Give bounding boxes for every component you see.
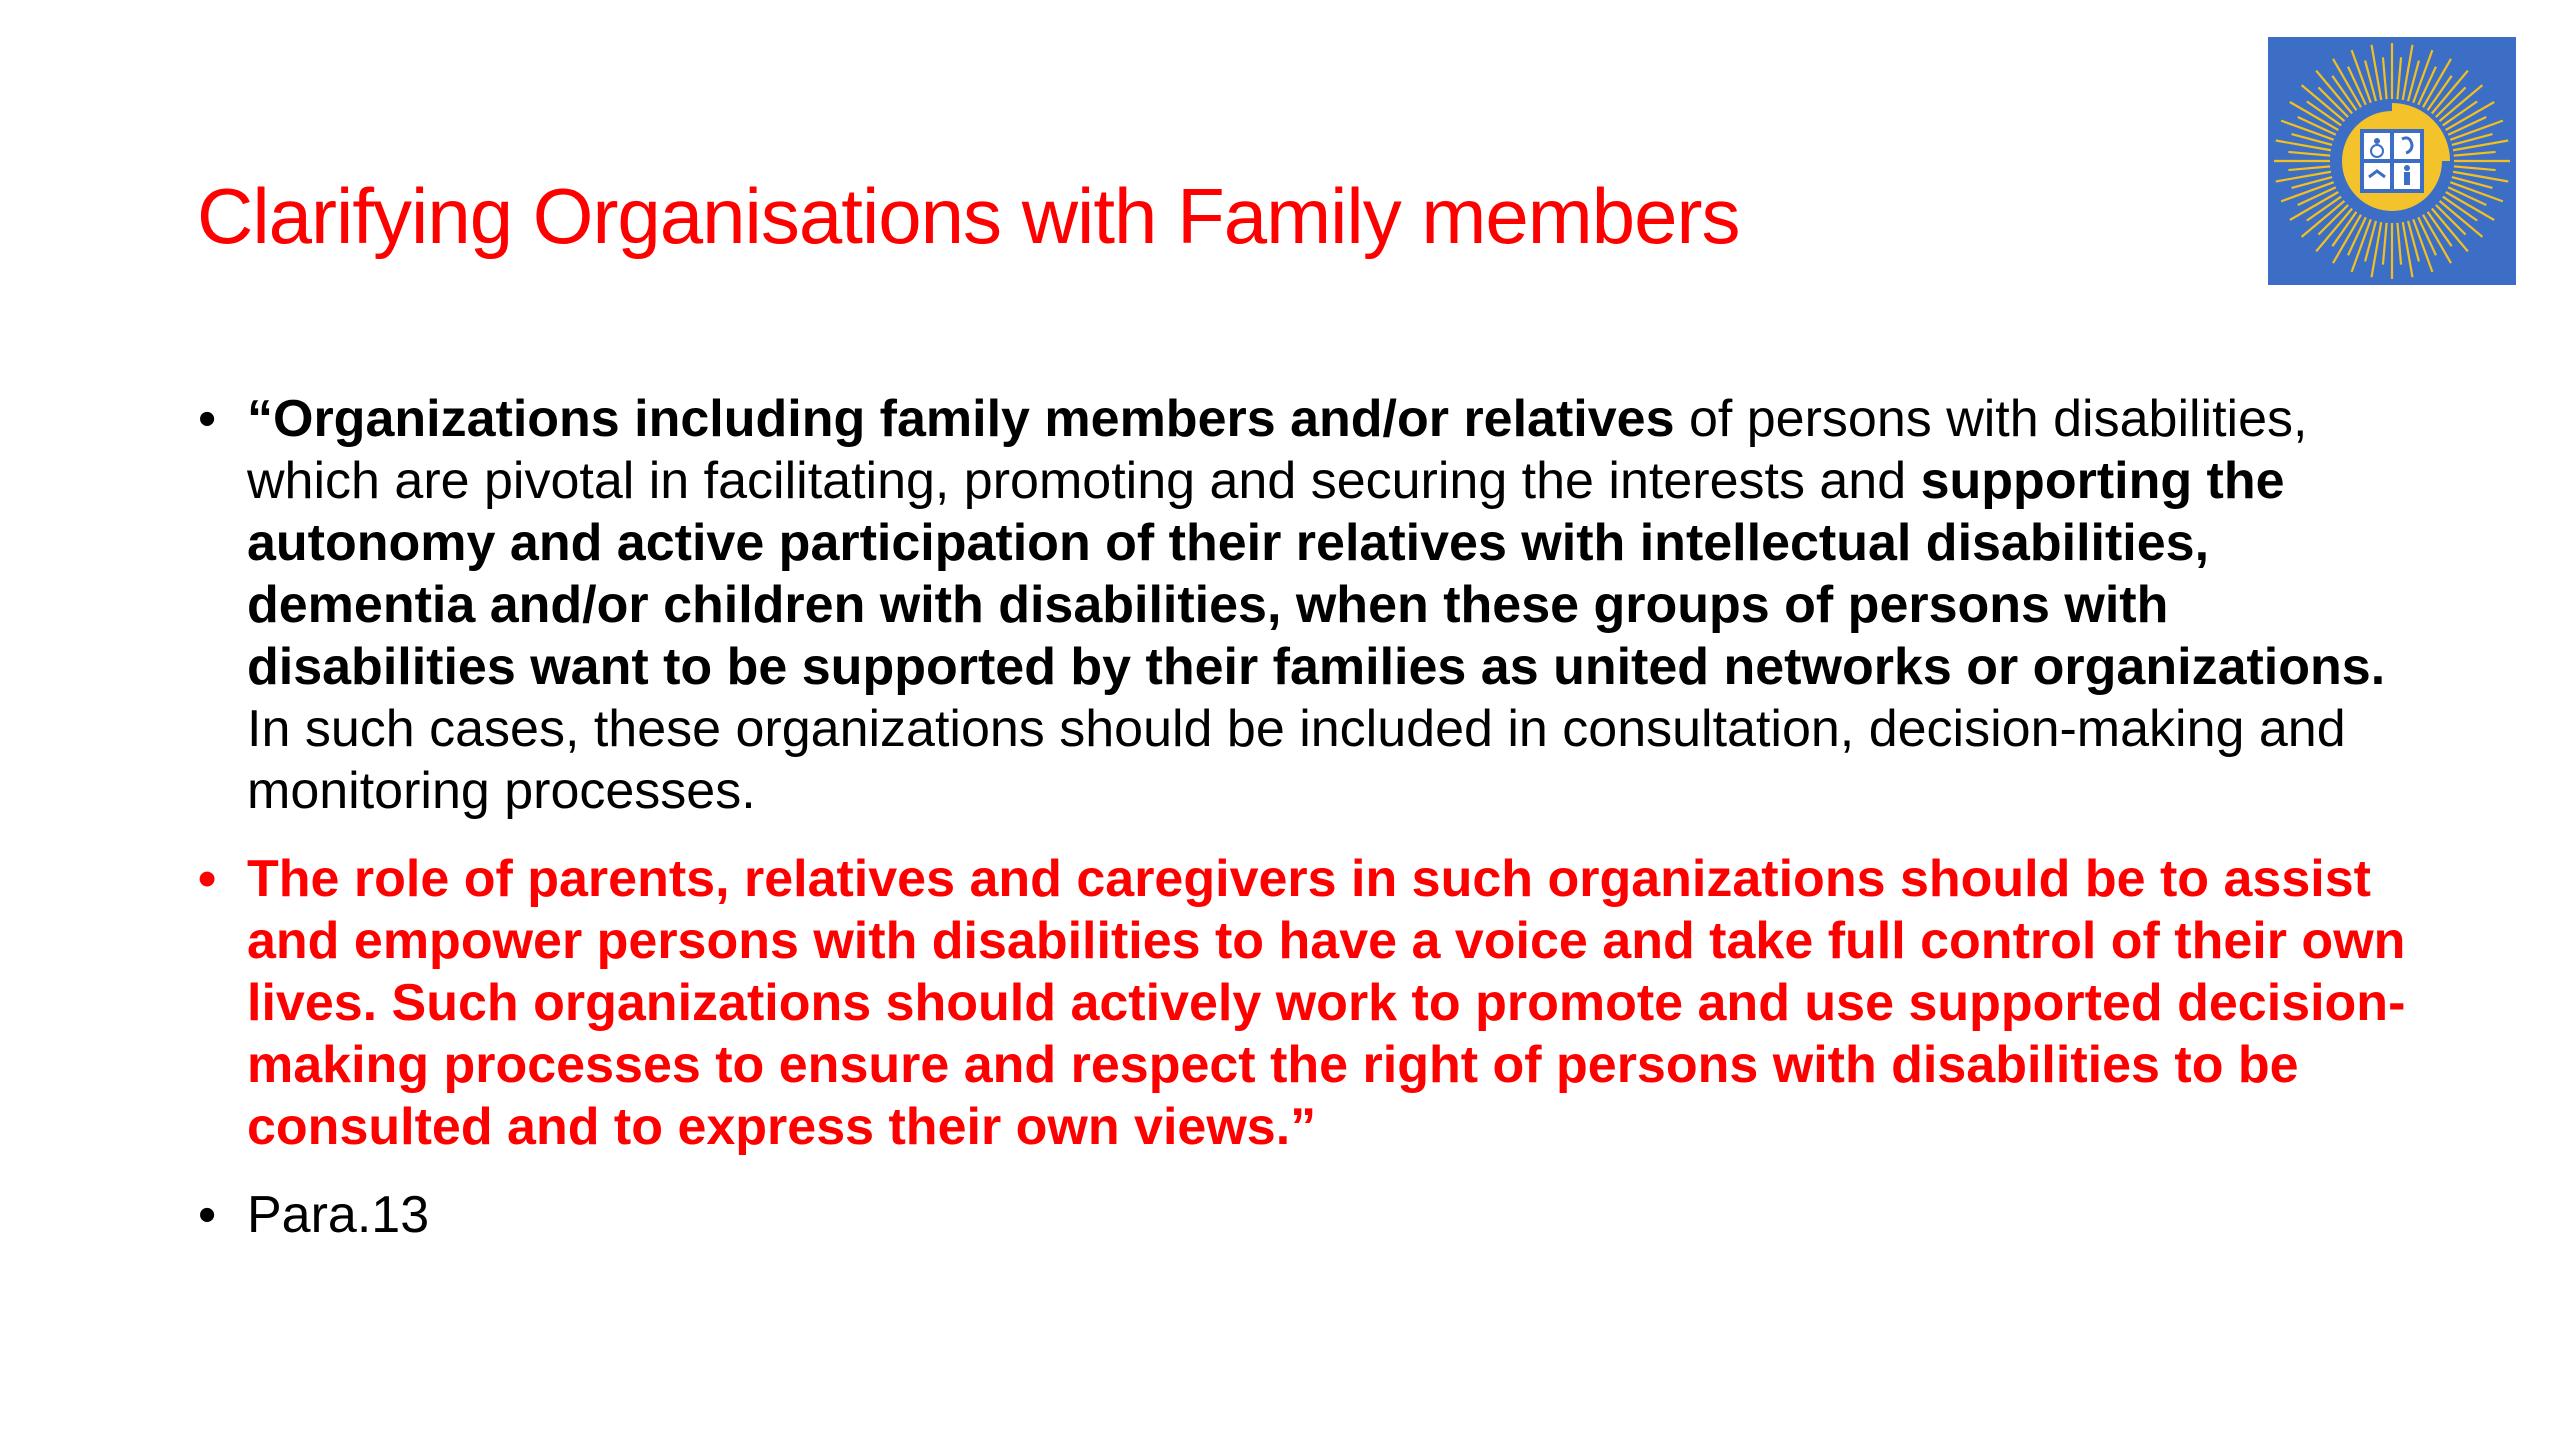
sign-language-icon	[2364, 163, 2390, 189]
bullet-list	[190, 388, 2420, 1272]
person-head	[2404, 165, 2410, 171]
bullet-text-bold: supporting the autonomy and active participation of their relatives with intellectual disabilities, dementia and/or children with disabilities, when these groups of persons with disabilities want to be supported by their families as united networks or organizations.	[247, 452, 2386, 696]
bullet-text-regular: In such cases, these organizations should be included in consultation, decision-making and monitoring processes.	[247, 700, 2346, 820]
bullet-dot: •	[198, 390, 217, 448]
person-body	[2404, 172, 2410, 185]
bullet-dot: •	[198, 1186, 217, 1244]
bullet-text-emphasis: The role of parents, relatives and caregivers in such organizations should be to assist and empower persons with disabilities to have a voice and take full control of their own lives. Such organizations should actively work to promote and use supported decision-making processes to ensure and respect the right of persons with disabilities to be consulted and to express their own views.”	[247, 850, 2406, 1156]
commonwealth-logo-icon	[2268, 37, 2516, 285]
bullet-item-general-comment	[190, 388, 2420, 822]
bullet-dot: •	[198, 850, 217, 908]
bullet-text-bold: “Organizations including family members and/or relatives	[247, 390, 1675, 448]
bullet-text-regular: of persons with disabilities, which are pivotal in facilitating, promoting and securing the interests and	[247, 390, 2308, 510]
bullet-item-role-of-parents	[190, 848, 2420, 1158]
slide-title: Clarifying Organisations with Family members	[197, 172, 1740, 260]
logo-graphic	[2268, 37, 2516, 285]
bullet-item-reference	[190, 1184, 2420, 1246]
wheelchair-head	[2374, 138, 2380, 144]
paragraph-reference: Para.13	[247, 1186, 430, 1244]
